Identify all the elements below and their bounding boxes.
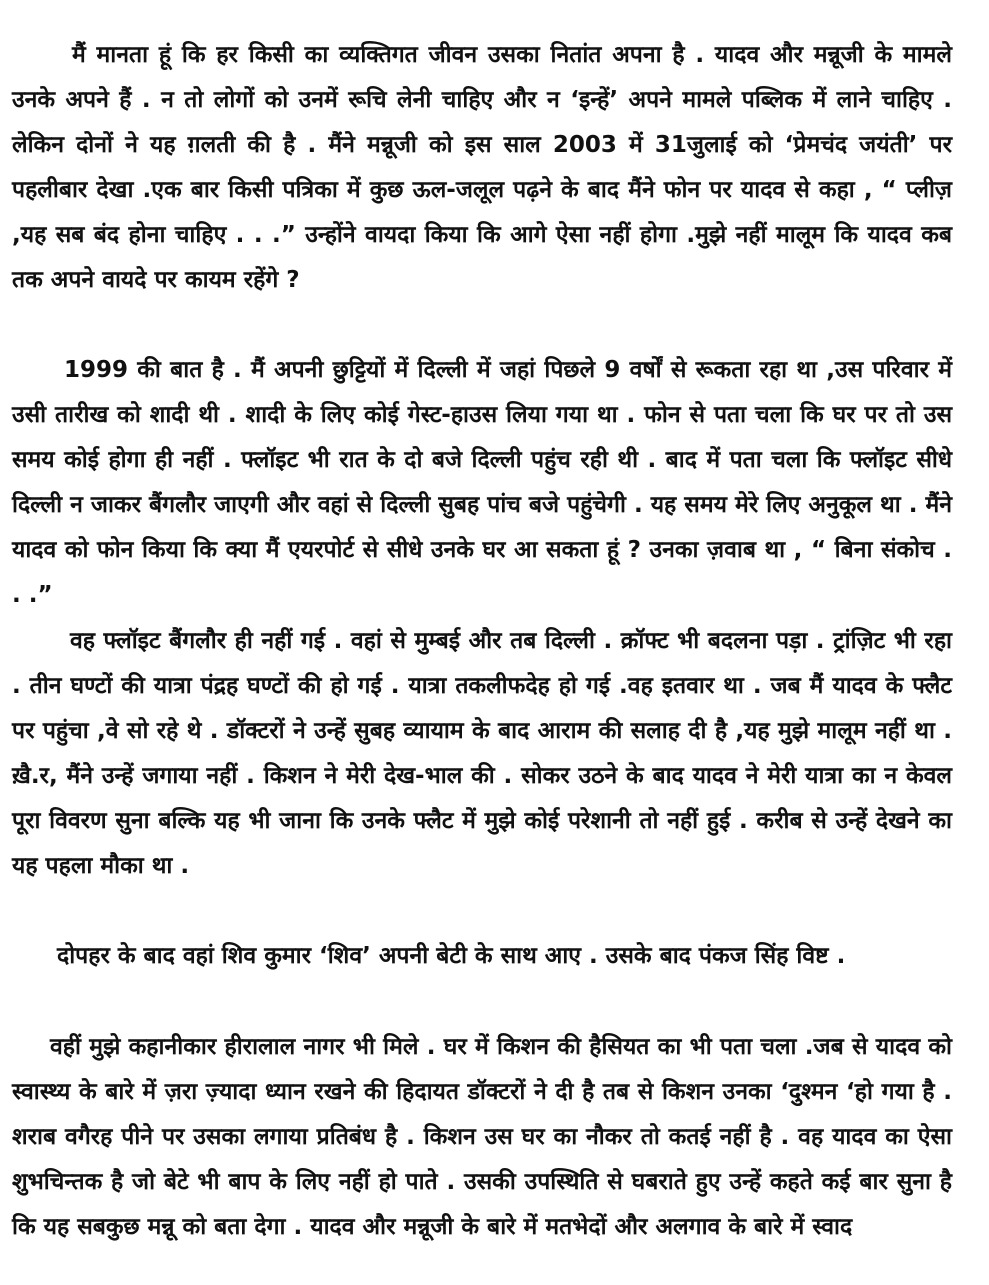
paragraph-3: वह फ्लॉइट बैंगलौर ही नहीं गई . वहां से मुम्बई और तब दिल्ली . क्रॉफ्ट भी बदलना पड़ा . ट्रांज़िट भी रहा . तीन घण्टों की यात्रा पंद्रह घण्टों की हो गई . यात्रा तकलीफदेह हो गई .वह इतवार था . जब मैं यादव के फ्लैट पर पहुंचा ,वे सो रहे थे . डॉक्टरों ने उन्हें सुबह व्यायाम के बाद आराम की सलाह दी है ,यह मुझे मालूम नहीं था . ख़ै.र, मैंने उन्हें जगाया नहीं . किशन ने मेरी देख-भाल की . सोकर उठने के बाद यादव ने मेरी यात्रा का न केवल पूरा विवरण सुना बल्कि यह भी जाना कि उनके फ्लैट में मुझे कोई परेशानी तो नहीं हुई . करीब से उन्हें देखने का यह पहला मौका था .: [12, 628, 952, 879]
paragraph-1: मैं मानता हूं कि हर किसी का व्यक्तिगत जीवन उसका नितांत अपना है . यादव और मन्नूजी के मामले उनके अपने हैं . न तो लोगों को उनमें रूचि लेनी चाहिए और न ‘इन्हें’ अपने मामले पब्लिक में लाने चाहिए . लेकिन दोनों ने यह ग़लती की है . मैंने मन्नूजी को इस साल 2003 में 31जुलाई को ‘प्रेमचंद जयंती’ पर पहलीबार देखा .एक बार किसी पत्रिका में कुछ ऊल-जलूल पढ़ने के बाद मैंने फोन पर यादव से कहा , “ प्लीज़ ,यह सब बंद होना चाहिए . . .” उन्होंने वायदा किया कि आगे ऐसा नहीं होगा .मुझे नहीं मालूम कि यादव कब तक अपने वायदे पर कायम रहेंगे ?: [12, 42, 952, 293]
paragraph-2: 1999 की बात है . मैं अपनी छुट्टियों में दिल्ली में जहां पिछले 9 वर्षों से रूकता रहा था ,उस परिवार में उसी तारीख को शादी थी . शादी के लिए कोई गेस्ट-हाउस लिया गया था . फोन से पता चला कि घर पर तो उस समय कोई होगा ही नहीं . फ्लॉइट भी रात के दो बजे दिल्ली पहुंच रही थी . बाद में पता चला कि फ्लॉइट सीधे दिल्ली न जाकर बैंगलौर जाएगी और वहां से दिल्ली सुबह पांच बजे पहुंचेगी . यह समय मेरे लिए अनुकूल था . मैंने यादव को फोन किया कि क्या मैं एयरपोर्ट से सीधे उनके घर आ सकता हूं ? उनका ज़वाब था , “ बिना संकोच . . .”: [12, 357, 952, 608]
paragraph-4: दोपहर के बाद वहां शिव कुमार ‘शिव’ अपनी बेटी के साथ आए . उसके बाद पंकज सिंह विष्ट .: [57, 943, 846, 969]
paragraph-5: वहीं मुझे कहानीकार हीरालाल नागर भी मिले . घर में किशन की हैसियत का भी पता चला .जब से यादव को स्वास्थ्य के बारे में ज़रा ज़्यादा ध्यान रखने की हिदायत डॉक्टरों ने दी है तब से किशन उनका ‘दुश्मन ‘हो गया है . शराब वगैरह पीने पर उसका लगाया प्रतिबंध है . किशन उस घर का नौकर तो कतई नहीं है . वह यादव का ऐसा शुभचिन्तक है जो बेटे भी बाप के लिए नहीं हो पाते . उसकी उपस्थिति से घबराते हुए उन्हें कहते कई बार सुना है कि यह सबकुछ मन्नू को बता देगा . यादव और मन्नूजी के बारे में मतभेदों और अलगाव के बारे में स्वाद: [12, 1034, 952, 1240]
